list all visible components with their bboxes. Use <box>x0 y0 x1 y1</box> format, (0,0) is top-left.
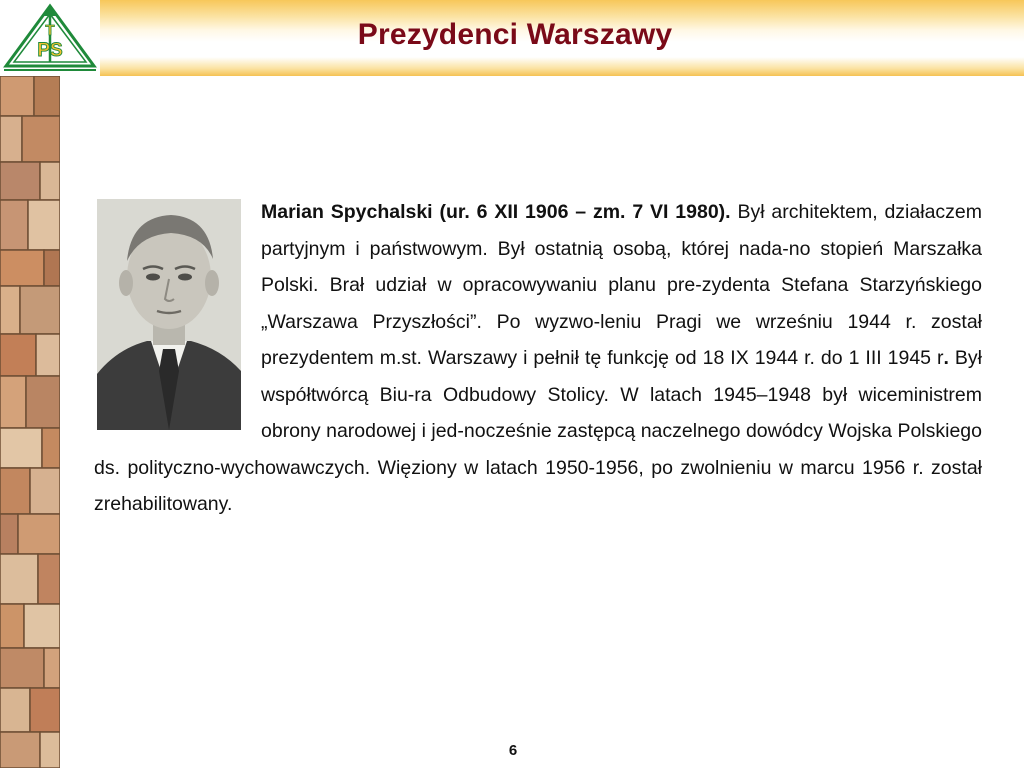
bio-part-2: Był współtwórcą Biu-ra Odbudowy Stolicy. W latach 1945–1948 był wiceministrem obrony narodowej i jed-nocześnie zastępcą naczelnego dowódcy Wojska Polskiego ds. polityczno-wychowawczych. Więziony w latach 1950-1956, po zwolnieniu w marcu 1956 r. został zrehabilitowany. <box>94 347 982 515</box>
tps-logo <box>0 0 100 76</box>
bio-part-1: Był architektem, działaczem partyjnym i państwowym. Był ostatnią osobą, której nada-no stopień Marszałka Polski. Brał udział w opracowywaniu planu pre-zydenta Stefana Starzyńskiego „Warszawa Przyszłości”. Po wyzwo-leniu Pragi we wrześniu 1944 r. został prezydentem m.st. Warszawy i pełnił tę funkcję od 18 IX 1944 r. do 1 III 1945 r <box>261 201 983 369</box>
logo-letter-t: T <box>45 22 55 39</box>
bio-lead: Marian Spychalski (ur. 6 XII 1906 – zm. 7 VI 1980). <box>261 201 731 223</box>
portrait-spacer <box>94 194 261 448</box>
page-title: Prezydenci Warszawy <box>357 18 673 51</box>
bio-bold-dot: . <box>943 347 949 369</box>
page-number: 6 <box>508 742 518 759</box>
biography-text <box>94 194 982 523</box>
logo-letters-ps: PS <box>37 40 63 61</box>
stone-wall-decoration <box>0 76 60 768</box>
